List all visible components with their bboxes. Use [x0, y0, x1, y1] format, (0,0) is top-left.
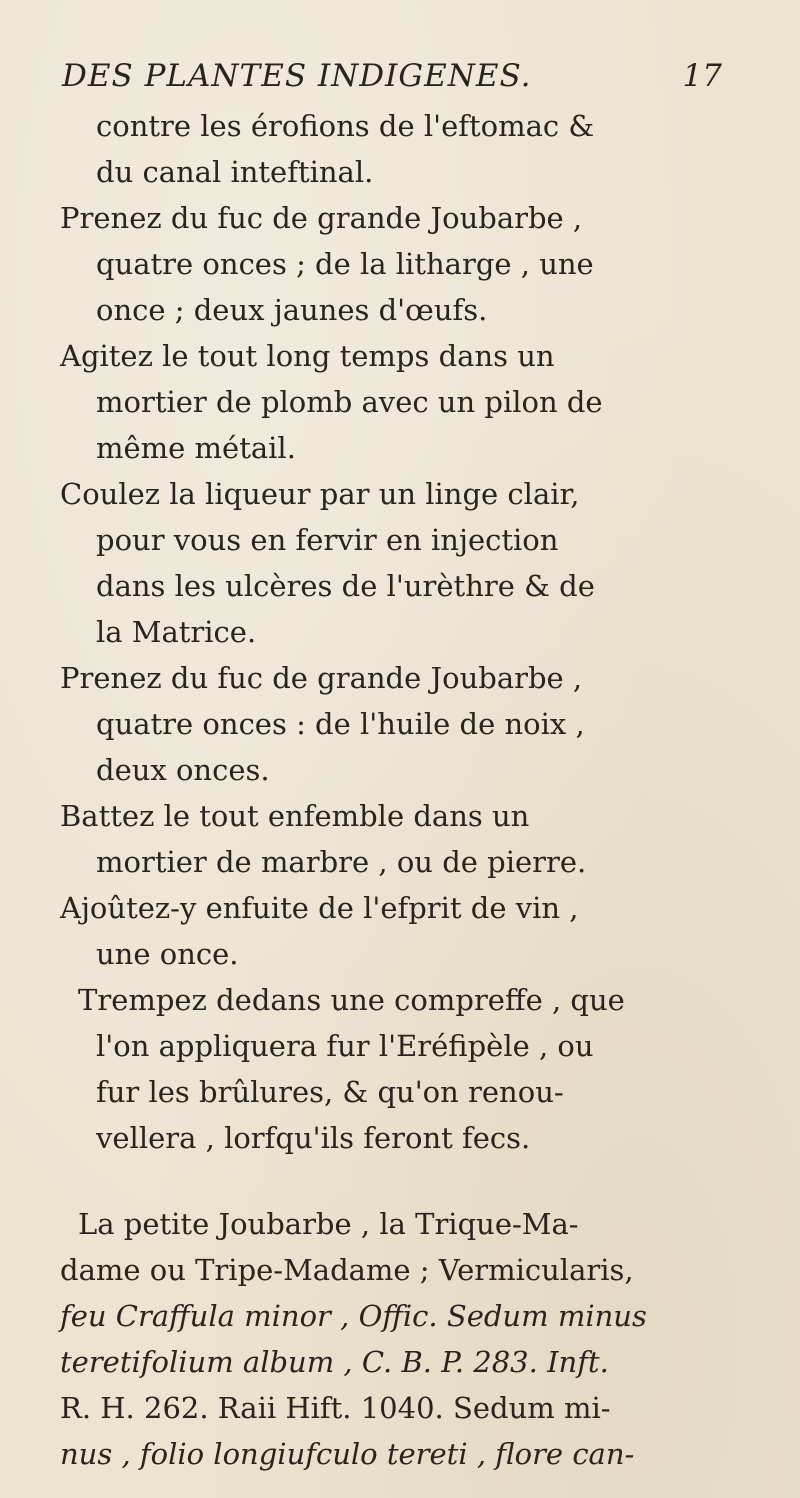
text-line: La petite Joubarbe , la Trique-Ma- — [78, 1207, 579, 1241]
page-header — [62, 58, 722, 102]
text-line: Prenez du fuc de grande Joubarbe , — [60, 201, 583, 235]
text-line: feu Craffula minor , Offic. Sedum minus — [60, 1299, 647, 1333]
text-line: Prenez du fuc de grande Joubarbe , — [60, 661, 583, 695]
text-line: teretifolium album , C. B. P. 283. Inft. — [60, 1345, 609, 1379]
text-line: la Matrice. — [96, 615, 257, 649]
text-line: mortier de plomb avec un pilon de — [96, 385, 603, 419]
text-line: pour vous en fervir en injection — [96, 523, 559, 557]
text-line: nus , folio longiufculo tereti , flore can- — [60, 1437, 635, 1471]
text-line: fur les brûlures, & qu'on renou- — [96, 1075, 564, 1109]
text-line: contre les érofions de l'eftomac & — [96, 109, 595, 143]
text-line: dans les ulcères de l'urèthre & de — [96, 569, 595, 603]
text-line: Battez le tout enfemble dans un — [60, 799, 530, 833]
text-line: une once. — [96, 937, 239, 971]
text-line: Ajoûtez-y enfuite de l'efprit de vin , — [60, 891, 579, 925]
text-line: du canal inteftinal. — [96, 155, 374, 189]
text-line: once ; deux jaunes d'œufs. — [96, 293, 488, 327]
text-line: l'on appliquera fur l'Eréfipèle , ou — [96, 1029, 594, 1063]
text-line: R. H. 262. Raii Hift. 1040. Sedum mi- — [60, 1391, 611, 1425]
text-line: même métail. — [96, 431, 296, 465]
text-line: Agitez le tout long temps dans un — [60, 339, 555, 373]
text-line: Trempez dedans une compreffe , que — [78, 983, 625, 1017]
text-line: dame ou Tripe-Madame ; Vermicularis, — [60, 1253, 634, 1287]
text-line: mortier de marbre , ou de pierre. — [96, 845, 587, 879]
page-number: 17 — [682, 58, 722, 94]
text-line: quatre onces : de l'huile de noix , — [96, 707, 585, 741]
running-title: DES PLANTES INDIGENES. — [62, 58, 532, 94]
text-line: quatre onces ; de la litharge , une — [96, 247, 594, 281]
text-line: deux onces. — [96, 753, 270, 787]
text-line: Coulez la liqueur par un linge clair, — [60, 477, 580, 511]
text-line: vellera , lorfqu'ils feront fecs. — [96, 1121, 531, 1155]
